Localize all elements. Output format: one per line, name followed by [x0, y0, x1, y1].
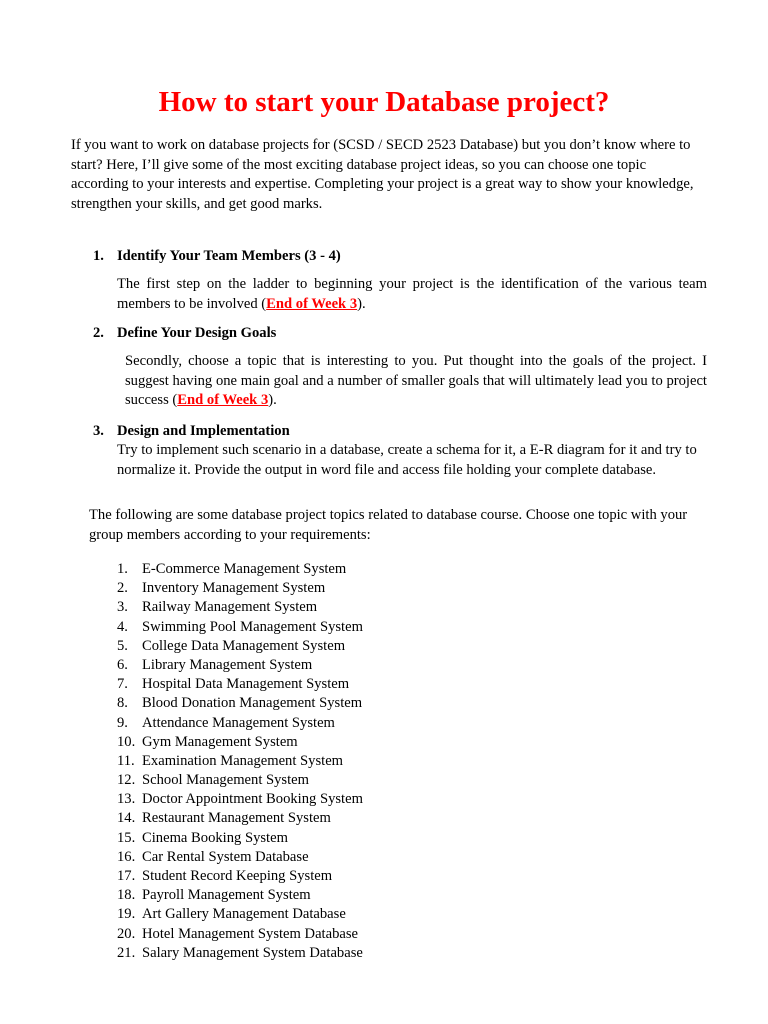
step-3-number: 3. — [93, 423, 104, 439]
step-1-number: 1. — [93, 248, 104, 264]
topic-name: Restaurant Management System — [142, 810, 331, 827]
topic-number: 17. — [117, 868, 136, 884]
topic-item — [117, 618, 363, 637]
topic-item — [117, 714, 363, 733]
topic-number: 11. — [117, 752, 135, 769]
topic-number: 9. — [117, 714, 128, 731]
topic-name: Art Gallery Management Database — [142, 906, 346, 923]
step-1-description — [117, 275, 707, 314]
topic-item — [117, 637, 363, 656]
topic-number: 12. — [117, 772, 136, 789]
topic-number: 16. — [117, 848, 136, 865]
step-2-description — [125, 352, 707, 411]
topic-number: 1. — [117, 561, 128, 577]
topic-item — [117, 886, 363, 905]
topic-item — [117, 675, 363, 694]
topic-number: 7. — [117, 676, 128, 693]
page-title: How to start your Database project? — [158, 86, 610, 118]
topic-item — [117, 867, 363, 886]
topic-name: Car Rental System Database — [142, 848, 309, 865]
topic-name: Hospital Data Management System — [142, 676, 350, 693]
topic-name: Payroll Management System — [142, 887, 311, 904]
topic-item — [117, 733, 363, 752]
topic-name: School Management System — [142, 772, 309, 789]
step-2-title: Define Your Design Goals — [117, 325, 277, 341]
topic-number: 10. — [117, 733, 136, 750]
step-2-deadline: End of Week 3 — [177, 392, 269, 408]
topic-name: Student Record Keeping System — [142, 868, 333, 884]
topic-item — [117, 944, 363, 963]
topic-name: Hotel Management System Database — [142, 925, 359, 942]
topic-item — [117, 579, 363, 598]
topic-number: 4. — [117, 618, 128, 635]
intro-paragraph: If you want to work on database projects for (SCSD / SECD 2523 Database) but you don’t know where to start? Here, I’ll give some of the most exciting database project ideas, so you can choose one topic according to your interests and expertise. Completing your project is a great way to show your knowledge, strengthen your skills, and get good marks. — [71, 137, 694, 212]
topic-item — [117, 809, 363, 828]
topic-number: 14. — [117, 810, 136, 827]
topic-number: 18. — [117, 887, 136, 904]
topic-number: 20. — [117, 925, 136, 942]
topic-number: 5. — [117, 637, 128, 654]
topic-name: Attendance Management System — [142, 714, 335, 731]
topic-name: Railway Management System — [142, 599, 318, 616]
topic-name: E-Commerce Management System — [142, 561, 347, 577]
step-1-text-end: ). — [357, 295, 366, 312]
topic-name: Examination Management System — [142, 752, 344, 769]
topic-item — [117, 752, 363, 771]
topic-item — [117, 848, 363, 867]
step-2-text-end: ). — [268, 392, 277, 408]
topic-number: 6. — [117, 656, 128, 673]
step-1-title: Identify Your Team Members (3 - 4) — [117, 248, 341, 264]
topic-number: 15. — [117, 829, 136, 846]
topic-name: Blood Donation Management System — [142, 695, 363, 712]
topic-number: 13. — [117, 791, 136, 808]
step-2-text: Secondly, choose a topic that is interesting to you. Put thought into the goals of the project. I suggest having one main goal and a number of smaller goals that will ultimately lead you to project success ( — [125, 353, 707, 408]
topic-number: 21. — [117, 944, 136, 961]
topic-item — [117, 598, 363, 617]
topic-number: 19. — [117, 906, 136, 923]
topic-item — [117, 790, 363, 809]
step-1-text: The first step on the ladder to beginning your project is the identification of the various team members to be involved ( — [117, 276, 707, 312]
topic-number: 2. — [117, 580, 128, 597]
topic-item — [117, 905, 363, 924]
topic-number: 3. — [117, 599, 128, 616]
step-3-description: Try to implement such scenario in a database, create a schema for it, a E-R diagram for it and try to normalize it. Provide the output in word file and access file holding your complete database. — [117, 442, 697, 478]
topic-name: Salary Management System Database — [142, 944, 363, 961]
topic-name: Inventory Management System — [142, 580, 326, 597]
topic-name: Gym Management System — [142, 733, 298, 750]
topics-intro: The following are some database project topics related to database course. Choose one topic with your group members according to your requirements: — [89, 507, 688, 543]
topic-name: Cinema Booking System — [142, 829, 288, 846]
topic-name: Doctor Appointment Booking System — [142, 791, 363, 808]
step-1-deadline: End of Week 3 — [266, 295, 358, 312]
topics-list — [117, 560, 363, 963]
topic-item — [117, 771, 363, 790]
topic-number: 8. — [117, 695, 128, 712]
step-3-title: Design and Implementation — [117, 423, 290, 439]
topic-item — [117, 829, 363, 848]
topic-item — [117, 560, 363, 579]
step-2-number: 2. — [93, 325, 104, 341]
topic-name: Library Management System — [142, 656, 313, 673]
topic-item — [117, 925, 363, 944]
topic-item — [117, 694, 363, 713]
topic-item — [117, 656, 363, 675]
topic-name: College Data Management System — [142, 637, 346, 654]
topic-name: Swimming Pool Management System — [142, 618, 363, 635]
